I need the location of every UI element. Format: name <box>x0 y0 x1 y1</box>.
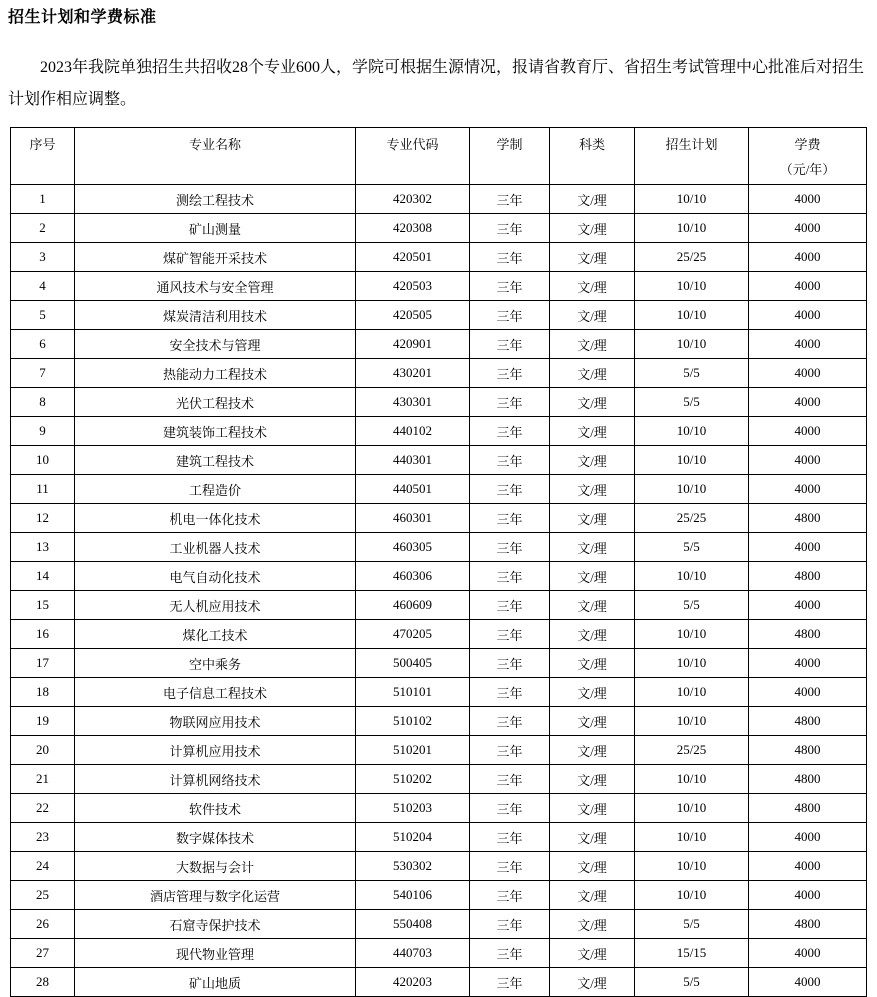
cell-enrollment-plan: 10/10 <box>635 562 749 591</box>
cell-duration: 三年 <box>470 301 550 330</box>
cell-tuition: 4000 <box>749 330 867 359</box>
cell-major-code: 460609 <box>356 591 470 620</box>
cell-duration: 三年 <box>470 591 550 620</box>
cell-major-name: 光伏工程技术 <box>75 388 356 417</box>
cell-major-name: 工程造价 <box>75 475 356 504</box>
header-cell-subject-category: 科类 <box>550 128 635 185</box>
cell-tuition: 4800 <box>749 620 867 649</box>
cell-tuition: 4000 <box>749 214 867 243</box>
table-row <box>11 678 867 707</box>
cell-tuition: 4000 <box>749 678 867 707</box>
table-row <box>11 301 867 330</box>
cell-enrollment-plan: 10/10 <box>635 765 749 794</box>
cell-major-code: 510101 <box>356 678 470 707</box>
cell-major-code: 420503 <box>356 272 470 301</box>
cell-duration: 三年 <box>470 736 550 765</box>
cell-duration: 三年 <box>470 185 550 214</box>
cell-index: 2 <box>11 214 75 243</box>
table-body <box>11 185 867 997</box>
cell-major-name: 酒店管理与数字化运营 <box>75 881 356 910</box>
cell-subject-category: 文/理 <box>550 968 635 997</box>
cell-major-code: 420308 <box>356 214 470 243</box>
cell-major-name: 热能动力工程技术 <box>75 359 356 388</box>
cell-duration: 三年 <box>470 272 550 301</box>
cell-major-code: 420505 <box>356 301 470 330</box>
cell-index: 10 <box>11 446 75 475</box>
cell-duration: 三年 <box>470 359 550 388</box>
header-cell-index: 序号 <box>11 128 75 185</box>
cell-tuition: 4000 <box>749 272 867 301</box>
cell-index: 28 <box>11 968 75 997</box>
cell-index: 7 <box>11 359 75 388</box>
cell-major-name: 电子信息工程技术 <box>75 678 356 707</box>
cell-major-name: 软件技术 <box>75 794 356 823</box>
table-row <box>11 562 867 591</box>
cell-major-name: 通风技术与安全管理 <box>75 272 356 301</box>
cell-subject-category: 文/理 <box>550 881 635 910</box>
cell-enrollment-plan: 10/10 <box>635 881 749 910</box>
cell-enrollment-plan: 10/10 <box>635 417 749 446</box>
cell-tuition: 4000 <box>749 243 867 272</box>
cell-major-code: 420203 <box>356 968 470 997</box>
cell-major-name: 煤化工技术 <box>75 620 356 649</box>
cell-enrollment-plan: 10/10 <box>635 272 749 301</box>
table-row <box>11 475 867 504</box>
cell-subject-category: 文/理 <box>550 388 635 417</box>
cell-enrollment-plan: 10/10 <box>635 475 749 504</box>
cell-major-name: 计算机应用技术 <box>75 736 356 765</box>
cell-tuition: 4800 <box>749 562 867 591</box>
enrollment-plan-table <box>10 127 867 997</box>
cell-tuition: 4000 <box>749 417 867 446</box>
cell-subject-category: 文/理 <box>550 939 635 968</box>
table-row <box>11 852 867 881</box>
cell-index: 1 <box>11 185 75 214</box>
cell-subject-category: 文/理 <box>550 736 635 765</box>
table-row <box>11 272 867 301</box>
cell-index: 9 <box>11 417 75 446</box>
cell-index: 18 <box>11 678 75 707</box>
cell-major-name: 石窟寺保护技术 <box>75 910 356 939</box>
cell-duration: 三年 <box>470 823 550 852</box>
cell-major-name: 电气自动化技术 <box>75 562 356 591</box>
cell-index: 26 <box>11 910 75 939</box>
cell-enrollment-plan: 10/10 <box>635 185 749 214</box>
cell-major-code: 510201 <box>356 736 470 765</box>
table-row <box>11 823 867 852</box>
table-row <box>11 794 867 823</box>
cell-duration: 三年 <box>470 388 550 417</box>
cell-major-code: 550408 <box>356 910 470 939</box>
intro-paragraph: 2023年我院单独招生共招收28个专业600人，学院可根据生源情况，报请省教育厅、省招生考试管理中心批准后对招生计划作相应调整。 <box>8 59 865 108</box>
cell-tuition: 4000 <box>749 533 867 562</box>
cell-duration: 三年 <box>470 562 550 591</box>
table-header-row <box>11 128 867 185</box>
cell-enrollment-plan: 5/5 <box>635 910 749 939</box>
cell-tuition: 4000 <box>749 446 867 475</box>
cell-major-code: 460305 <box>356 533 470 562</box>
cell-enrollment-plan: 15/15 <box>635 939 749 968</box>
cell-subject-category: 文/理 <box>550 272 635 301</box>
cell-major-code: 460306 <box>356 562 470 591</box>
cell-major-name: 安全技术与管理 <box>75 330 356 359</box>
cell-tuition: 4800 <box>749 910 867 939</box>
page-title: 招生计划和学费标准 <box>8 9 157 26</box>
cell-index: 24 <box>11 852 75 881</box>
cell-index: 15 <box>11 591 75 620</box>
cell-subject-category: 文/理 <box>550 504 635 533</box>
cell-subject-category: 文/理 <box>550 214 635 243</box>
cell-major-code: 510202 <box>356 765 470 794</box>
cell-major-code: 440501 <box>356 475 470 504</box>
cell-major-name: 建筑工程技术 <box>75 446 356 475</box>
cell-duration: 三年 <box>470 968 550 997</box>
cell-index: 11 <box>11 475 75 504</box>
cell-major-name: 现代物业管理 <box>75 939 356 968</box>
cell-duration: 三年 <box>470 446 550 475</box>
cell-index: 12 <box>11 504 75 533</box>
table-row <box>11 243 867 272</box>
cell-index: 17 <box>11 649 75 678</box>
tuition-header-label: 学费 <box>794 137 821 152</box>
cell-enrollment-plan: 10/10 <box>635 823 749 852</box>
cell-tuition: 4000 <box>749 939 867 968</box>
table-row <box>11 881 867 910</box>
cell-duration: 三年 <box>470 504 550 533</box>
cell-tuition: 4000 <box>749 881 867 910</box>
cell-major-code: 530302 <box>356 852 470 881</box>
cell-subject-category: 文/理 <box>550 330 635 359</box>
cell-index: 16 <box>11 620 75 649</box>
cell-duration: 三年 <box>470 475 550 504</box>
cell-major-name: 大数据与会计 <box>75 852 356 881</box>
cell-duration: 三年 <box>470 649 550 678</box>
table-row <box>11 591 867 620</box>
cell-subject-category: 文/理 <box>550 591 635 620</box>
cell-subject-category: 文/理 <box>550 562 635 591</box>
cell-enrollment-plan: 5/5 <box>635 533 749 562</box>
cell-subject-category: 文/理 <box>550 446 635 475</box>
cell-duration: 三年 <box>470 852 550 881</box>
cell-duration: 三年 <box>470 417 550 446</box>
table-row <box>11 939 867 968</box>
cell-duration: 三年 <box>470 533 550 562</box>
cell-major-code: 430201 <box>356 359 470 388</box>
cell-tuition: 4000 <box>749 968 867 997</box>
cell-major-code: 500405 <box>356 649 470 678</box>
cell-index: 25 <box>11 881 75 910</box>
cell-tuition: 4000 <box>749 388 867 417</box>
cell-major-name: 空中乘务 <box>75 649 356 678</box>
cell-tuition: 4000 <box>749 649 867 678</box>
cell-major-name: 物联网应用技术 <box>75 707 356 736</box>
cell-subject-category: 文/理 <box>550 620 635 649</box>
cell-duration: 三年 <box>470 214 550 243</box>
cell-major-name: 建筑装饰工程技术 <box>75 417 356 446</box>
cell-duration: 三年 <box>470 707 550 736</box>
header-cell-major-name: 专业名称 <box>75 128 356 185</box>
cell-tuition: 4000 <box>749 823 867 852</box>
cell-enrollment-plan: 10/10 <box>635 620 749 649</box>
cell-major-name: 工业机器人技术 <box>75 533 356 562</box>
cell-index: 5 <box>11 301 75 330</box>
cell-index: 6 <box>11 330 75 359</box>
cell-subject-category: 文/理 <box>550 649 635 678</box>
cell-index: 19 <box>11 707 75 736</box>
cell-subject-category: 文/理 <box>550 243 635 272</box>
cell-enrollment-plan: 10/10 <box>635 852 749 881</box>
cell-subject-category: 文/理 <box>550 794 635 823</box>
cell-subject-category: 文/理 <box>550 765 635 794</box>
cell-subject-category: 文/理 <box>550 475 635 504</box>
cell-index: 4 <box>11 272 75 301</box>
cell-index: 13 <box>11 533 75 562</box>
cell-index: 27 <box>11 939 75 968</box>
cell-subject-category: 文/理 <box>550 823 635 852</box>
cell-major-code: 430301 <box>356 388 470 417</box>
cell-enrollment-plan: 25/25 <box>635 504 749 533</box>
cell-major-code: 420302 <box>356 185 470 214</box>
table-row <box>11 736 867 765</box>
cell-index: 20 <box>11 736 75 765</box>
cell-major-code: 440703 <box>356 939 470 968</box>
cell-enrollment-plan: 25/25 <box>635 243 749 272</box>
cell-tuition: 4000 <box>749 475 867 504</box>
table-row <box>11 388 867 417</box>
cell-major-code: 510102 <box>356 707 470 736</box>
table-row <box>11 214 867 243</box>
cell-duration: 三年 <box>470 794 550 823</box>
cell-subject-category: 文/理 <box>550 910 635 939</box>
table-row <box>11 707 867 736</box>
cell-major-code: 440301 <box>356 446 470 475</box>
cell-enrollment-plan: 10/10 <box>635 707 749 736</box>
cell-tuition: 4800 <box>749 765 867 794</box>
cell-tuition: 4000 <box>749 591 867 620</box>
cell-major-code: 540106 <box>356 881 470 910</box>
cell-major-code: 510204 <box>356 823 470 852</box>
cell-tuition: 4000 <box>749 185 867 214</box>
cell-enrollment-plan: 10/10 <box>635 301 749 330</box>
table-row <box>11 185 867 214</box>
cell-enrollment-plan: 25/25 <box>635 736 749 765</box>
cell-major-name: 机电一体化技术 <box>75 504 356 533</box>
table-row <box>11 359 867 388</box>
header-cell-enrollment-plan: 招生计划 <box>635 128 749 185</box>
cell-enrollment-plan: 5/5 <box>635 968 749 997</box>
cell-major-code: 470205 <box>356 620 470 649</box>
table-row <box>11 330 867 359</box>
cell-subject-category: 文/理 <box>550 417 635 446</box>
cell-duration: 三年 <box>470 910 550 939</box>
cell-major-name: 矿山测量 <box>75 214 356 243</box>
table-row <box>11 968 867 997</box>
cell-enrollment-plan: 5/5 <box>635 591 749 620</box>
cell-major-code: 420501 <box>356 243 470 272</box>
cell-major-name: 煤炭清洁利用技术 <box>75 301 356 330</box>
table-row <box>11 620 867 649</box>
cell-index: 22 <box>11 794 75 823</box>
cell-major-name: 测绘工程技术 <box>75 185 356 214</box>
cell-duration: 三年 <box>470 939 550 968</box>
cell-subject-category: 文/理 <box>550 852 635 881</box>
cell-tuition: 4000 <box>749 359 867 388</box>
cell-subject-category: 文/理 <box>550 301 635 330</box>
cell-enrollment-plan: 10/10 <box>635 649 749 678</box>
cell-subject-category: 文/理 <box>550 678 635 707</box>
table-row <box>11 446 867 475</box>
table-row <box>11 504 867 533</box>
cell-duration: 三年 <box>470 243 550 272</box>
table-row <box>11 649 867 678</box>
cell-enrollment-plan: 10/10 <box>635 678 749 707</box>
header-cell-tuition <box>749 128 867 185</box>
cell-enrollment-plan: 10/10 <box>635 330 749 359</box>
cell-enrollment-plan: 10/10 <box>635 214 749 243</box>
cell-duration: 三年 <box>470 765 550 794</box>
cell-tuition: 4800 <box>749 707 867 736</box>
cell-subject-category: 文/理 <box>550 533 635 562</box>
cell-tuition: 4800 <box>749 736 867 765</box>
cell-tuition: 4000 <box>749 301 867 330</box>
table-row <box>11 765 867 794</box>
cell-tuition: 4800 <box>749 794 867 823</box>
cell-major-code: 420901 <box>356 330 470 359</box>
cell-major-name: 数字媒体技术 <box>75 823 356 852</box>
cell-major-name: 无人机应用技术 <box>75 591 356 620</box>
cell-duration: 三年 <box>470 330 550 359</box>
header-cell-duration: 学制 <box>470 128 550 185</box>
cell-enrollment-plan: 10/10 <box>635 446 749 475</box>
cell-enrollment-plan: 10/10 <box>635 794 749 823</box>
cell-index: 21 <box>11 765 75 794</box>
cell-major-code: 510203 <box>356 794 470 823</box>
cell-major-name: 计算机网络技术 <box>75 765 356 794</box>
table-row <box>11 910 867 939</box>
cell-enrollment-plan: 5/5 <box>635 388 749 417</box>
cell-enrollment-plan: 5/5 <box>635 359 749 388</box>
cell-tuition: 4800 <box>749 504 867 533</box>
cell-subject-category: 文/理 <box>550 359 635 388</box>
cell-major-name: 煤矿智能开采技术 <box>75 243 356 272</box>
cell-index: 3 <box>11 243 75 272</box>
cell-major-name: 矿山地质 <box>75 968 356 997</box>
header-cell-major-code: 专业代码 <box>356 128 470 185</box>
cell-index: 23 <box>11 823 75 852</box>
cell-tuition: 4000 <box>749 852 867 881</box>
cell-index: 8 <box>11 388 75 417</box>
cell-major-code: 440102 <box>356 417 470 446</box>
cell-duration: 三年 <box>470 620 550 649</box>
cell-index: 14 <box>11 562 75 591</box>
tuition-header-unit: （元/年） <box>779 162 836 177</box>
cell-subject-category: 文/理 <box>550 185 635 214</box>
table-row <box>11 417 867 446</box>
cell-duration: 三年 <box>470 678 550 707</box>
table-row <box>11 533 867 562</box>
cell-subject-category: 文/理 <box>550 707 635 736</box>
cell-duration: 三年 <box>470 881 550 910</box>
cell-major-code: 460301 <box>356 504 470 533</box>
